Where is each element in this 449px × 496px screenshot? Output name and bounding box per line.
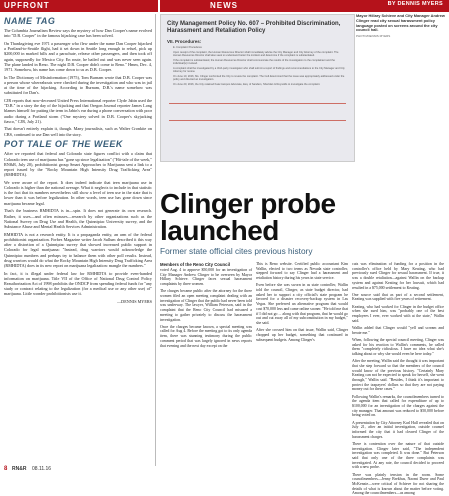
left-column <box>4 14 152 462</box>
name-tag-paragraph: On Thanksgiving eve 1971 a passenger who flew under the name Dan Cooper hijacked a Portland-to-Seattle flight, had it set down in Seattle long enough to refuel, pick up $200,000 in marked bills and a parachute, release other passengers, and then took off again, supposedly for Mexico City. En route, he bailed out and was never seen again. The plane landed in Reno. The night D.B. Cooper didn't come to Reno." Hmm, Dec. 4, 1971. Somehow, his name has come down to us as D.B. Cooper. <box>4 40 152 72</box>
article-paragraph: A presentation by City Attorney Karl Hall revealed that on July 21, after an initial investigation, outside counsel informed the city that it had cleared Clinger of the harassment charges. <box>352 420 444 439</box>
pot-tale-paragraph: In fact, it is illegal under federal law for RMHIDTA to provide even-handed information on marijuana. Title VII of the Office of National Drug Control Policy Reauthorization Act of 1998 prohibits the ONDCP from spending federal funds for "any study or contract relating to the legalization (for a medical use or any other use) of" marijuana. Little wonder prohibitionists use it. <box>4 270 152 297</box>
policy-section: VII. Procedures: <box>167 39 202 44</box>
page-number: 8 <box>4 466 8 472</box>
policy-underline <box>169 103 346 104</box>
policy-date-note: On June 10, 2016, Ms. Clinger confronted the City to review the complaint. The Cell determined that the issue was appropriately addressed under the policy and directed an investigation. <box>173 75 345 82</box>
section-label-upfront: UPFRONT <box>4 1 50 10</box>
publication-brand: RN&R <box>12 466 27 472</box>
article-paragraph: cuts was elimination of funding for a position in the controller's office held by Mary Keating, who had previously sued Clinger for sexual harassment. If true, it was a double retaliation—against Wallin on the backup system and against Keating for her lawsuit, which had resulted in a $75,000 settlement to Keating. <box>352 262 444 290</box>
article-paragraph: After she crossed him on that issue, Wallin said, Clinger chopped up her budget, something that continued in subsequent budgets. Among Clinger's <box>256 328 348 342</box>
policy-date-note: On June 20, 2016, the City retained Kaia Campos Advocate, Esq. of Sanders, Sheridan & Reynolds to investigate the complaint. <box>173 83 321 87</box>
policy-item: A complaint shall be investigated by a third-party investigator who shall submit a report of findings and recommendations to the City Manager and City Attorney for review. <box>173 66 345 74</box>
policy-item: If the complaint is substantiated, the Human Resources Director shall communicate the results of the investigation to the complainant and the individual(s) involved. <box>173 58 335 66</box>
article-paragraph: When, following the special council meeting, Clinger was asked for his reaction to Wallin's comments, he called them "completely ridiculous. I have no idea what she's talking about or why she would even be here today." <box>352 337 444 356</box>
article-paragraph: Even before she was sworn in as state controller, Wallin told the council, Clinger, as state budget director, had asked her to support a city official's state program he favored for a disaster recovery-backup system in Las Vegas. She preferred an alternative program that would cost $70,000 less and came online sooner. "He told me that if I did not go ... along with that program, that he would go out and cut away all of my subconstitution in my budget," she said. <box>256 283 348 325</box>
name-tag-heading: NAME TAG <box>4 16 56 26</box>
name-tag-paragraph: In The Dictionary of Misinformation (1975), Tom Burnam wrote that D.B. Cooper was a person whose whereabouts were checked during the investigation and who was in jail at the time of the hijacking. According to Burnam, D.B.'s name somehow was substituted for Dan's. <box>4 74 152 96</box>
article-headline: Clinger probe launched <box>160 188 336 246</box>
article-paragraph: Keating, who had worked for Clinger in the budget office when she sued him, was "probably one of the best employees I ever, ever worked with at the state," Wallin said. <box>352 304 444 323</box>
policy-body <box>173 46 347 88</box>
article-paragraph: There is contention over the nature of that outside investigation. Clinger later said, "The independent investigation was completed. It was done." But Peterson said that only one of the three complaints was investigated. At any rate, the council decided to proceed with a new probe. <box>352 441 444 470</box>
pot-tale-paragraph: After we reported that federal and Colorado state figures conflict with a claim that Colorado teen use of marijuana has "gone up since legalization" ("Hit-tale of the week," RN&R, July 20), prohibitionist group Smart Approaches to Marijuana sent a link to a report issued by the "Rocky Mountain High Intensity Drug Trafficking Area" (RMHIDTA). <box>4 151 152 178</box>
policy-underline <box>169 120 346 121</box>
article-paragraph: The charges became public after the attorney for the three women filed an open meeting complaint dealing with an investigation of Clinger that the public had never been told was underway. The lawyer, William Peterson, said in the complaint that the Reno City Council had misused a meeting to gather privately to discuss the harassment investigation. <box>160 289 252 322</box>
pot-tale-paragraph: RMHIDTA is not a research entity. It is a propaganda entity, an arm of the federal prohibitionist organization. Forbes Magazine writer Jacob Sullum described it this way after a distortion of a Quinnipiac survey that showed increased public support in Colorado for legal marijuana: "Instead, drug warriors would acknowledge the Quinnipiac numbers and perhaps try to balance them with other poll results. Instead, drug warriors would do what the Rocky Mountain High Intensity Drug Trafficking Area (RMHIDTA) does in its new report on marijuana legalization: mangle the numbers." <box>4 231 152 268</box>
article-paragraph: After the meeting, Wallin said the thought it was important that she step forward so that the members of the council would know of the previous history. "Certainly Mary Keating can not be expected to speak for herself, she went through," Wallin said. "Besides, I think it's important to protect the taxpayers' dollars so that they are not paying money out for these cases." <box>352 359 444 392</box>
policy-screen-photo <box>160 14 355 162</box>
article-deck: Former state official cites previous history <box>160 246 313 256</box>
article-paragraph: Following Wallin's remarks, the councilmembers turned to the agenda item that called for expenditure of up to $100,000 for an investigation of the charges against the city manager. That amount was reduced to $50,000 before being voted on. <box>352 394 444 418</box>
policy-item: Upon receipt of the complaint, the Human Resources Director shall immediately advise the City Manager and City Attorney of the complaint. The Human Resources Director shall also seek to understand better the incident and determine if the complaint is substantiated. <box>173 50 339 58</box>
article-paragraph: One source said that as part of a second settlement, Keating was supplied with five years of retirement. <box>352 292 444 302</box>
column-rule <box>155 14 156 466</box>
photo-caption: Mayor Hillary Schieve and City Manager Andrew Clinger read city sexual harassment policy language posted on screens around the city council hall. <box>356 13 445 33</box>
byline: BY DENNIS MYERS <box>387 1 443 7</box>
article-column-2 <box>256 262 348 462</box>
policy-title: City Management Policy No. 607 – Prohibited Discrimination, Harassment and Retaliation Policy <box>167 21 341 34</box>
article-lead-in: Members of the Reno City Council <box>160 262 230 267</box>
article-paragraph: This is Reno website. Certified public accountant Kim Wallin, elected to two terms as Nevada state controller, stepped forward to say Clinger had a harassment and retaliation history during his years in state service. <box>256 262 348 281</box>
article-paragraph: Once the charges became known, a special meeting was called for Aug 4. Before the meeting got to its only agenda item, there was stunning testimony during the public comment period that was largely ignored in news reports that evening and the next day except on the <box>160 324 252 348</box>
article-paragraph: Wallin added that Clinger would "yell and scream and berate me." <box>352 325 444 335</box>
policy-item: E. Complaint Procedures <box>173 46 202 49</box>
name-tag-paragraph: CJR reports that now-deceased United Press International reporter Clyde Jabin used the "D.B." in a story the day of the hijacking and that Oregon Journal reporter James Long blames himself for putting the term in Jabin's ear during a phone conversation with poor audio during a Portland storm ("One mystery solved in D.B. Cooper's skyjacking fiasco," CJR, July 21). <box>4 97 152 124</box>
header-divider <box>158 0 160 12</box>
photo-credit: PHOTO/DENNIS MYERS <box>356 34 391 38</box>
pot-tale-paragraph: That's the business RMHIDTA is in—spin. It does not generate its own research. Rather, it uses—and often misuses—research by other organizations such as the National Survey on Drug Use and Health, the Quinnipiac University survey, and the Substance Abuse and Mental Health Services Administration. <box>4 208 152 229</box>
article-column-1 <box>160 262 252 462</box>
pot-tale-paragraph: We were aware of the report. It does indeed indicate that teen marijuana use in Colorado is higher than the national average. What it neglects to include in that statistic is the fact that its numbers nevertheless still show a level of teen use in the state that is lower than it was before legalization. In other words, teen use has gone down since marijuana became legal. <box>4 179 152 206</box>
name-tag-paragraph: That doesn't entirely explain it, though. Many journalists, such as Walter Cronkite on CBS, continued to use Dan well into the story. <box>4 126 152 137</box>
left-signature: —DENNIS MYERS <box>116 299 152 305</box>
issue-date: 08.11.16 <box>32 466 52 472</box>
section-label-news: NEWS <box>210 1 238 10</box>
article-paragraph: voted Aug. 4 to approve $50,000 for an investigation of City Manager Andrew Clinger to be overseen by Mayor Hillary Schieve. Clinger faces sexual harassment complaints by three women. <box>160 268 252 287</box>
article-column-3 <box>352 262 444 496</box>
article-paragraph: There was plainly tension in the room. Some councilmembers—Jenny Brekhus, Naomi Duerr and Paul McKenzie—were critical of Schieve for not sharing the details of what is known about the matter before voting. Among the councilmembers—as among <box>352 472 444 496</box>
pot-tale-heading: POT TALE OF THE WEEK <box>4 139 123 150</box>
name-tag-paragraph: The Columbia Journalism Review says the mystery of how Dan Cooper's name evolved into "D.B. Cooper" in the famous hijacking case has been solved. <box>4 28 152 39</box>
